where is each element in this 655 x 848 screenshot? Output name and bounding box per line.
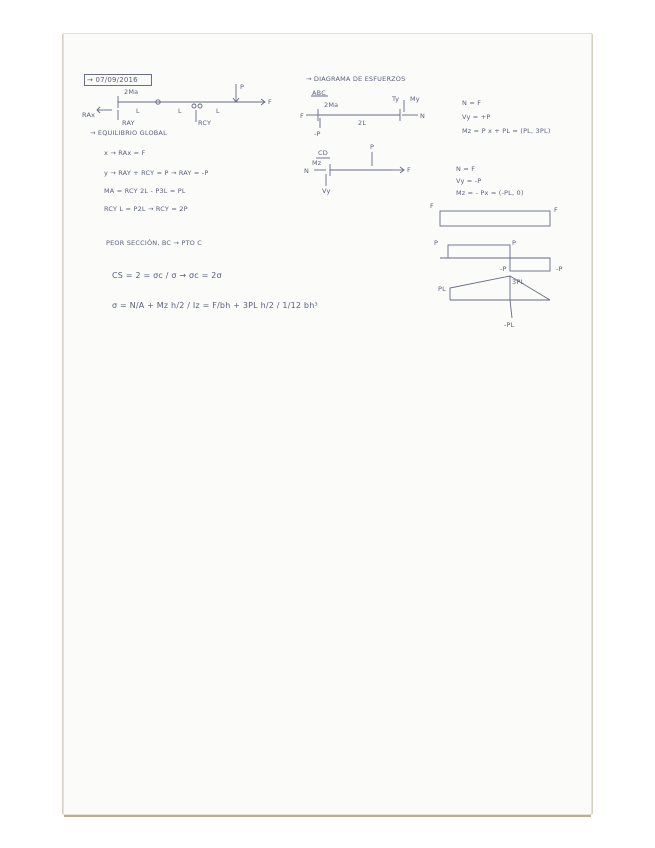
abc-label: ABC: [312, 89, 326, 97]
rax-label: RAx: [82, 111, 96, 119]
abc-bending-moment: Mz = P x + PL = (PL, 3PL): [462, 127, 551, 135]
span-2-label: L: [178, 107, 182, 115]
n-diagram-rect: [440, 211, 550, 226]
equation-x: x → RAx = F: [104, 149, 146, 157]
span-3-label: L: [216, 107, 220, 115]
equation-rcy: RCY L = P2L → RCY = 2P: [104, 205, 188, 213]
m-diagram-mid-label: 3PL: [512, 278, 525, 286]
equilibrium-title: → EQUILIBRIO GLOBAL: [90, 129, 167, 137]
cd-p-label: P: [370, 143, 375, 151]
m-diagram-left-label: PL: [438, 285, 446, 293]
beam-moment-label: 2Ma: [124, 88, 139, 96]
worst-section-note: PEOR SECCIÓN, BC → PTO C: [106, 239, 202, 247]
load-f-label: F: [268, 98, 272, 106]
date-label: → 07/09/2016: [87, 76, 138, 84]
abc-normal-force: N = F: [462, 99, 482, 107]
roller-support-1: [192, 104, 196, 108]
cd-f-label: F: [407, 166, 411, 174]
cd-shear-force: Vy = -P: [456, 177, 482, 185]
v-diagram-mid-label: P: [512, 239, 517, 247]
cd-label: CD: [318, 149, 328, 157]
v-diagram-positive: [448, 245, 510, 258]
cd-bending-moment: Mz = - Px = (-PL, 0): [456, 189, 524, 197]
m-diagram-positive: [450, 276, 510, 300]
cd-n-label: N: [304, 167, 310, 175]
rcy-label: RCY: [198, 119, 212, 127]
n-diagram-right-label: F: [554, 206, 558, 214]
load-p-label: P: [240, 83, 245, 91]
n-diagram-left-label: F: [430, 202, 434, 210]
m-diagram-bottom-label: -PL: [504, 321, 515, 329]
abc-n-label: N: [420, 112, 426, 120]
abc-vy-label: Ty: [392, 95, 400, 103]
m-diagram-negative: [510, 300, 512, 318]
safety-factor-equation: CS = 2 = σc / σ → σc = 2σ: [112, 271, 222, 280]
ray-label: RAY: [122, 119, 135, 127]
equation-y: y → RAY + RCY = P → RAY = -P: [104, 169, 209, 177]
abc-moment-label: 2Ma: [324, 101, 339, 109]
abc-f-label: F: [300, 112, 304, 120]
v-diagram-right-label: -P: [556, 265, 563, 273]
v-diagram-left-label: P: [434, 239, 439, 247]
cd-normal-force: N = F: [456, 165, 476, 173]
roller-support-2: [198, 104, 202, 108]
diagram-title: → DIAGRAMA DE ESFUERZOS: [306, 75, 406, 83]
cd-vy-label: Vy: [322, 187, 331, 195]
abc-p-label: -P: [314, 130, 321, 138]
abc-shear-force: Vy = +P: [462, 113, 491, 121]
v-diagram-negative-label: -P: [500, 265, 507, 273]
abc-span-label: 2L: [358, 119, 367, 127]
equation-moment: MA = RCY 2L - P3L = PL: [104, 187, 186, 195]
v-diagram-negative: [510, 258, 550, 271]
abc-my-label: My: [410, 95, 420, 103]
cd-moment-label: Mz: [312, 159, 322, 167]
span-1-label: L: [136, 107, 140, 115]
stress-equation: σ = N/A + Mz h/2 / Iz = F/bh + 3PL h/2 / 1/12 bh³: [112, 301, 318, 310]
